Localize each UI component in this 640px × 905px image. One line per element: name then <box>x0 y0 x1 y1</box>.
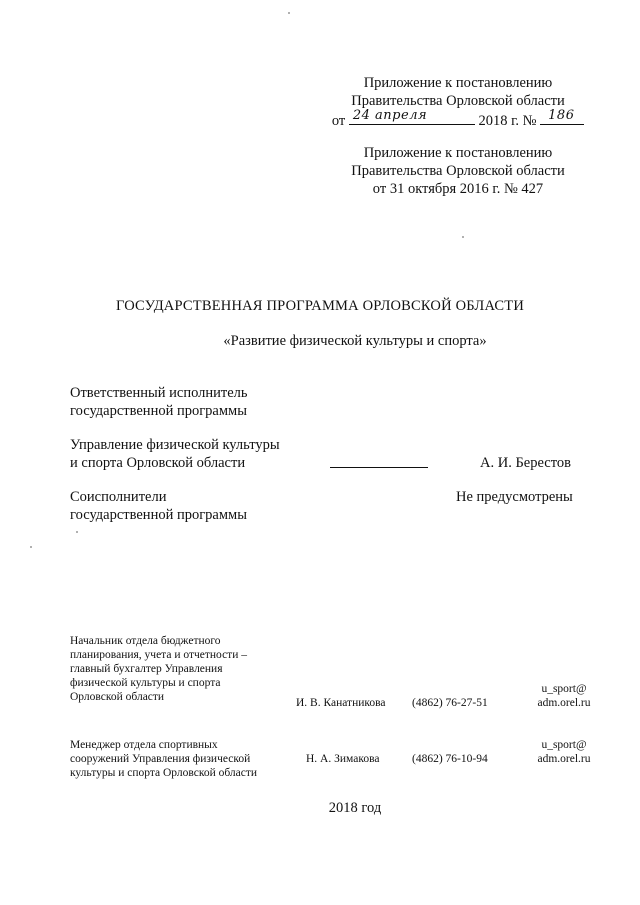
email-line2: adm.orel.ru <box>537 753 591 765</box>
responsible-label <box>70 384 248 420</box>
contact-1-phone: (4862) 76-27-51 <box>412 697 488 709</box>
coexecutors-label-line2: государственной программы <box>70 507 247 523</box>
contact-2-name: Н. А. Зимакова <box>306 753 380 765</box>
contact-role-line: Менеджер отдела спортивных <box>70 739 218 751</box>
contact-2-phone: (4862) 76-10-94 <box>412 753 488 765</box>
year-number-text: 2018 г. № <box>478 113 537 129</box>
coexecutors-value: Не предусмотрены <box>456 489 573 505</box>
handwritten-number: 186 <box>548 108 575 123</box>
contact-role-line: планирования, учета и отчетности – <box>70 649 247 661</box>
date-field <box>349 110 475 125</box>
number-field <box>540 110 584 125</box>
contact-role-line: физической культуры и спорта <box>70 677 221 689</box>
signature-line <box>330 466 428 468</box>
contact-role-line: главный бухгалтер Управления <box>70 663 223 675</box>
contact-role-line: Начальник отдела бюджетного <box>70 635 221 647</box>
appendix-original-line2: Правительства Орловской области <box>351 163 565 179</box>
email-line2: adm.orel.ru <box>537 697 591 709</box>
appendix-current-date-row <box>330 110 586 128</box>
coexecutors-label-line1: Соисполнители <box>70 489 167 505</box>
scan-speck <box>288 12 290 14</box>
date-prefix: от <box>331 113 346 129</box>
contact-1-role <box>70 634 247 704</box>
contact-role-line: сооружений Управления физической <box>70 753 251 765</box>
appendix-original-line1: Приложение к постановлению <box>363 145 553 161</box>
responsible-label-line2: государственной программы <box>70 403 247 419</box>
department-line2: и спорта Орловской области <box>70 455 246 471</box>
appendix-current-line2: Правительства Орловской области <box>351 93 565 109</box>
scan-speck <box>462 236 464 238</box>
email-line1: u_sport@ <box>541 683 587 695</box>
scan-speck <box>30 546 32 548</box>
program-title: ГОСУДАРСТВЕННАЯ ПРОГРАММА ОРЛОВСКОЙ ОБЛАСТИ <box>115 298 525 314</box>
document-year: 2018 год <box>328 800 382 816</box>
responsible-label-line1: Ответственный исполнитель <box>70 385 248 401</box>
contact-1-email <box>534 682 594 710</box>
department-line1: Управление физической культуры <box>70 437 280 453</box>
email-line1: u_sport@ <box>541 739 587 751</box>
scan-speck <box>76 531 78 533</box>
contact-role-line: культуры и спорта Орловской области <box>70 767 258 779</box>
program-subtitle: «Развитие физической культуры и спорта» <box>223 333 487 349</box>
appendix-current-line1: Приложение к постановлению <box>363 75 553 91</box>
appendix-original-line3: от 31 октября 2016 г. № 427 <box>372 181 544 197</box>
contact-role-line: Орловской области <box>70 691 165 703</box>
contact-2-role <box>70 738 257 780</box>
responsible-department <box>70 436 280 472</box>
contact-2-email <box>534 738 594 766</box>
handwritten-date: 24 апреля <box>352 108 428 123</box>
head-name: А. И. Берестов <box>480 455 571 471</box>
appendix-original <box>330 144 586 198</box>
contact-1-name: И. В. Канатникова <box>296 697 386 709</box>
coexecutors-label <box>70 488 247 524</box>
appendix-current <box>330 74 586 128</box>
